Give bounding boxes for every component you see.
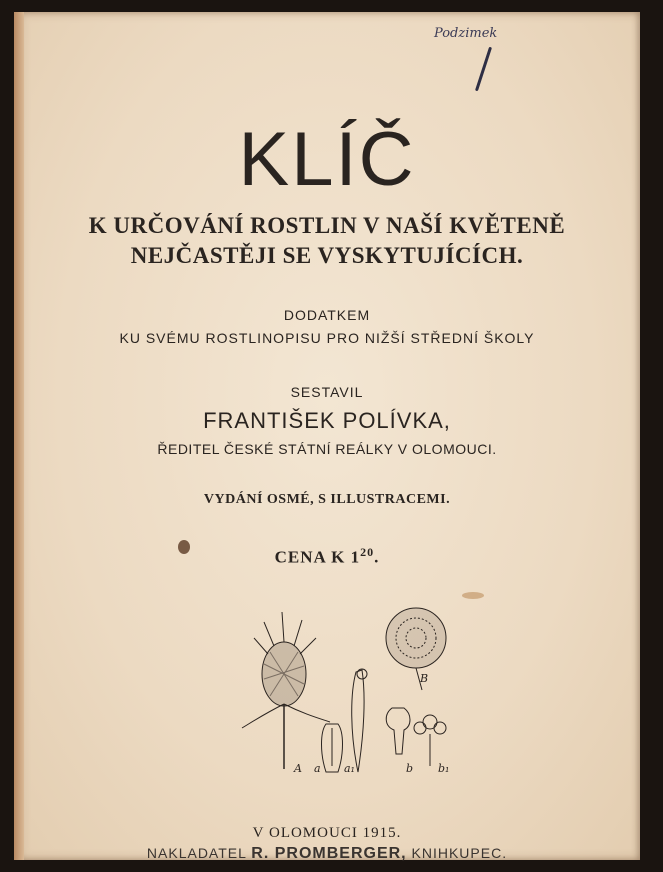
figure-label-a1: a₁ <box>344 762 355 775</box>
publisher-name: R. PROMBERGER, <box>251 845 407 862</box>
figure-label-a: a <box>314 762 321 775</box>
price: CENA K $1^{20}$. <box>274 545 380 567</box>
place-and-year: V OLOMOUCI 1915. <box>252 825 402 841</box>
author-name: FRANTIŠEK POLÍVKA, <box>203 408 451 433</box>
price-label: CENA K 1 <box>274 547 361 567</box>
botanical-illustration <box>234 604 464 784</box>
price-cents: 20 <box>360 545 375 559</box>
figure-label-B: B <box>420 672 429 685</box>
ink-stain <box>178 540 190 554</box>
compiled-by-label: SESTAVIL <box>290 384 364 400</box>
paper-stain <box>462 592 484 599</box>
book-title: KLÍČ <box>238 117 416 202</box>
figure-label-b1: b₁ <box>438 762 450 775</box>
bract-a1 <box>352 670 364 772</box>
subtitle-line-1: K URČOVÁNÍ ROSTLIN V NAŠÍ KVĚTENĚ <box>88 213 566 238</box>
supplement-line-1: DODATKEM <box>283 307 371 323</box>
edition-note: VYDÁNÍ OSMÉ, S ILLUSTRACEMI. <box>203 492 451 507</box>
figure-label-A: A <box>294 762 302 775</box>
author-role: ŘEDITEL ČESKÉ STÁTNÍ REÁLKY V OLOMOUCI. <box>157 441 497 457</box>
publisher-prefix: NAKLADATEL <box>146 845 247 861</box>
floret-b1 <box>423 715 437 729</box>
signature-stroke <box>475 47 492 92</box>
title-page <box>14 12 640 860</box>
scabious-flowerhead <box>386 608 446 668</box>
floret-b <box>386 708 410 754</box>
subtitle-line-2: NEJČASTĚJI SE VYSKYTUJÍCÍCH. <box>130 243 524 268</box>
publisher-line <box>14 845 640 863</box>
supplement-line-2: KU SVÉMU ROSTLINOPISU PRO NIŽŠÍ STŘEDNÍ ŠKOLY <box>119 330 535 346</box>
handwritten-signature: Podzimek <box>434 26 498 41</box>
publisher-suffix: KNIHKUPEC. <box>411 845 508 861</box>
figure-label-b: b <box>406 762 414 775</box>
